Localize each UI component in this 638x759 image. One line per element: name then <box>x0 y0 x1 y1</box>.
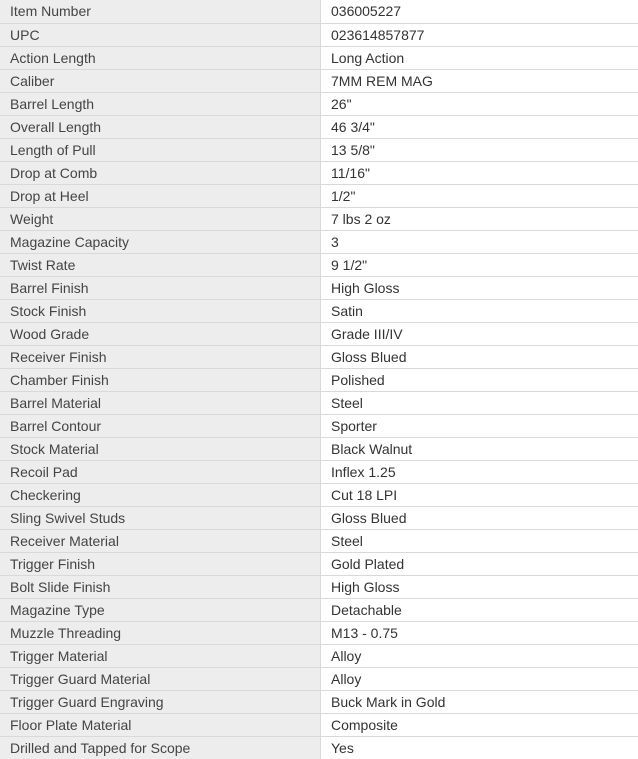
spec-row <box>0 161 638 184</box>
spec-label: Barrel Material <box>0 391 321 414</box>
spec-value: Polished <box>321 368 638 391</box>
spec-label: Overall Length <box>0 115 321 138</box>
spec-label: Recoil Pad <box>0 460 321 483</box>
spec-value: Composite <box>321 713 638 736</box>
spec-value: 1/2" <box>321 184 638 207</box>
spec-row <box>0 138 638 161</box>
spec-value: High Gloss <box>321 575 638 598</box>
spec-label: Checkering <box>0 483 321 506</box>
spec-value: Gloss Blued <box>321 345 638 368</box>
spec-value: 9 1/2" <box>321 253 638 276</box>
spec-value: 3 <box>321 230 638 253</box>
spec-row <box>0 437 638 460</box>
spec-value: M13 - 0.75 <box>321 621 638 644</box>
spec-row <box>0 276 638 299</box>
spec-row <box>0 92 638 115</box>
spec-value: 036005227 <box>321 0 638 23</box>
spec-label: Floor Plate Material <box>0 713 321 736</box>
spec-value: Inflex 1.25 <box>321 460 638 483</box>
spec-value: 11/16" <box>321 161 638 184</box>
spec-row <box>0 552 638 575</box>
spec-value: 023614857877 <box>321 23 638 46</box>
spec-label: Barrel Finish <box>0 276 321 299</box>
spec-row <box>0 207 638 230</box>
spec-row <box>0 621 638 644</box>
spec-row <box>0 299 638 322</box>
spec-label: Twist Rate <box>0 253 321 276</box>
spec-label: Muzzle Threading <box>0 621 321 644</box>
spec-label: Length of Pull <box>0 138 321 161</box>
spec-label: Drilled and Tapped for Scope <box>0 736 321 759</box>
spec-label: Caliber <box>0 69 321 92</box>
spec-row <box>0 184 638 207</box>
spec-label: Trigger Material <box>0 644 321 667</box>
spec-label: Trigger Guard Material <box>0 667 321 690</box>
spec-row <box>0 253 638 276</box>
spec-label: Drop at Heel <box>0 184 321 207</box>
spec-row <box>0 391 638 414</box>
spec-label: Barrel Length <box>0 92 321 115</box>
spec-value: 7MM REM MAG <box>321 69 638 92</box>
spec-value: 13 5/8" <box>321 138 638 161</box>
spec-row <box>0 690 638 713</box>
spec-row <box>0 644 638 667</box>
spec-label: Receiver Material <box>0 529 321 552</box>
spec-row <box>0 506 638 529</box>
spec-row <box>0 575 638 598</box>
spec-label: Bolt Slide Finish <box>0 575 321 598</box>
spec-label: Magazine Type <box>0 598 321 621</box>
spec-row <box>0 667 638 690</box>
spec-label: Receiver Finish <box>0 345 321 368</box>
spec-row <box>0 230 638 253</box>
spec-value: High Gloss <box>321 276 638 299</box>
spec-value: Black Walnut <box>321 437 638 460</box>
spec-value: Steel <box>321 391 638 414</box>
spec-row <box>0 529 638 552</box>
spec-row <box>0 115 638 138</box>
spec-label: Chamber Finish <box>0 368 321 391</box>
spec-row <box>0 598 638 621</box>
spec-row <box>0 368 638 391</box>
spec-value: 46 3/4" <box>321 115 638 138</box>
spec-value: Alloy <box>321 667 638 690</box>
spec-row <box>0 736 638 759</box>
spec-label: Stock Material <box>0 437 321 460</box>
spec-row <box>0 713 638 736</box>
spec-row <box>0 46 638 69</box>
spec-value: Sporter <box>321 414 638 437</box>
spec-label: Sling Swivel Studs <box>0 506 321 529</box>
spec-value: Gloss Blued <box>321 506 638 529</box>
spec-label: Trigger Guard Engraving <box>0 690 321 713</box>
spec-value: 7 lbs 2 oz <box>321 207 638 230</box>
spec-value: Grade III/IV <box>321 322 638 345</box>
spec-label: Magazine Capacity <box>0 230 321 253</box>
spec-value: Steel <box>321 529 638 552</box>
spec-row <box>0 322 638 345</box>
spec-row <box>0 0 638 23</box>
spec-row <box>0 414 638 437</box>
spec-value: Detachable <box>321 598 638 621</box>
spec-value: Yes <box>321 736 638 759</box>
spec-row <box>0 460 638 483</box>
spec-label: Action Length <box>0 46 321 69</box>
spec-label: Weight <box>0 207 321 230</box>
spec-row <box>0 345 638 368</box>
spec-value: 26" <box>321 92 638 115</box>
spec-value: Alloy <box>321 644 638 667</box>
spec-value: Long Action <box>321 46 638 69</box>
spec-value: Gold Plated <box>321 552 638 575</box>
spec-label: Barrel Contour <box>0 414 321 437</box>
spec-label: UPC <box>0 23 321 46</box>
spec-label: Stock Finish <box>0 299 321 322</box>
spec-value: Satin <box>321 299 638 322</box>
spec-label: Wood Grade <box>0 322 321 345</box>
spec-label: Trigger Finish <box>0 552 321 575</box>
spec-value: Buck Mark in Gold <box>321 690 638 713</box>
spec-label: Item Number <box>0 0 321 23</box>
spec-row <box>0 23 638 46</box>
spec-row <box>0 483 638 506</box>
spec-row <box>0 69 638 92</box>
spec-label: Drop at Comb <box>0 161 321 184</box>
spec-value: Cut 18 LPI <box>321 483 638 506</box>
